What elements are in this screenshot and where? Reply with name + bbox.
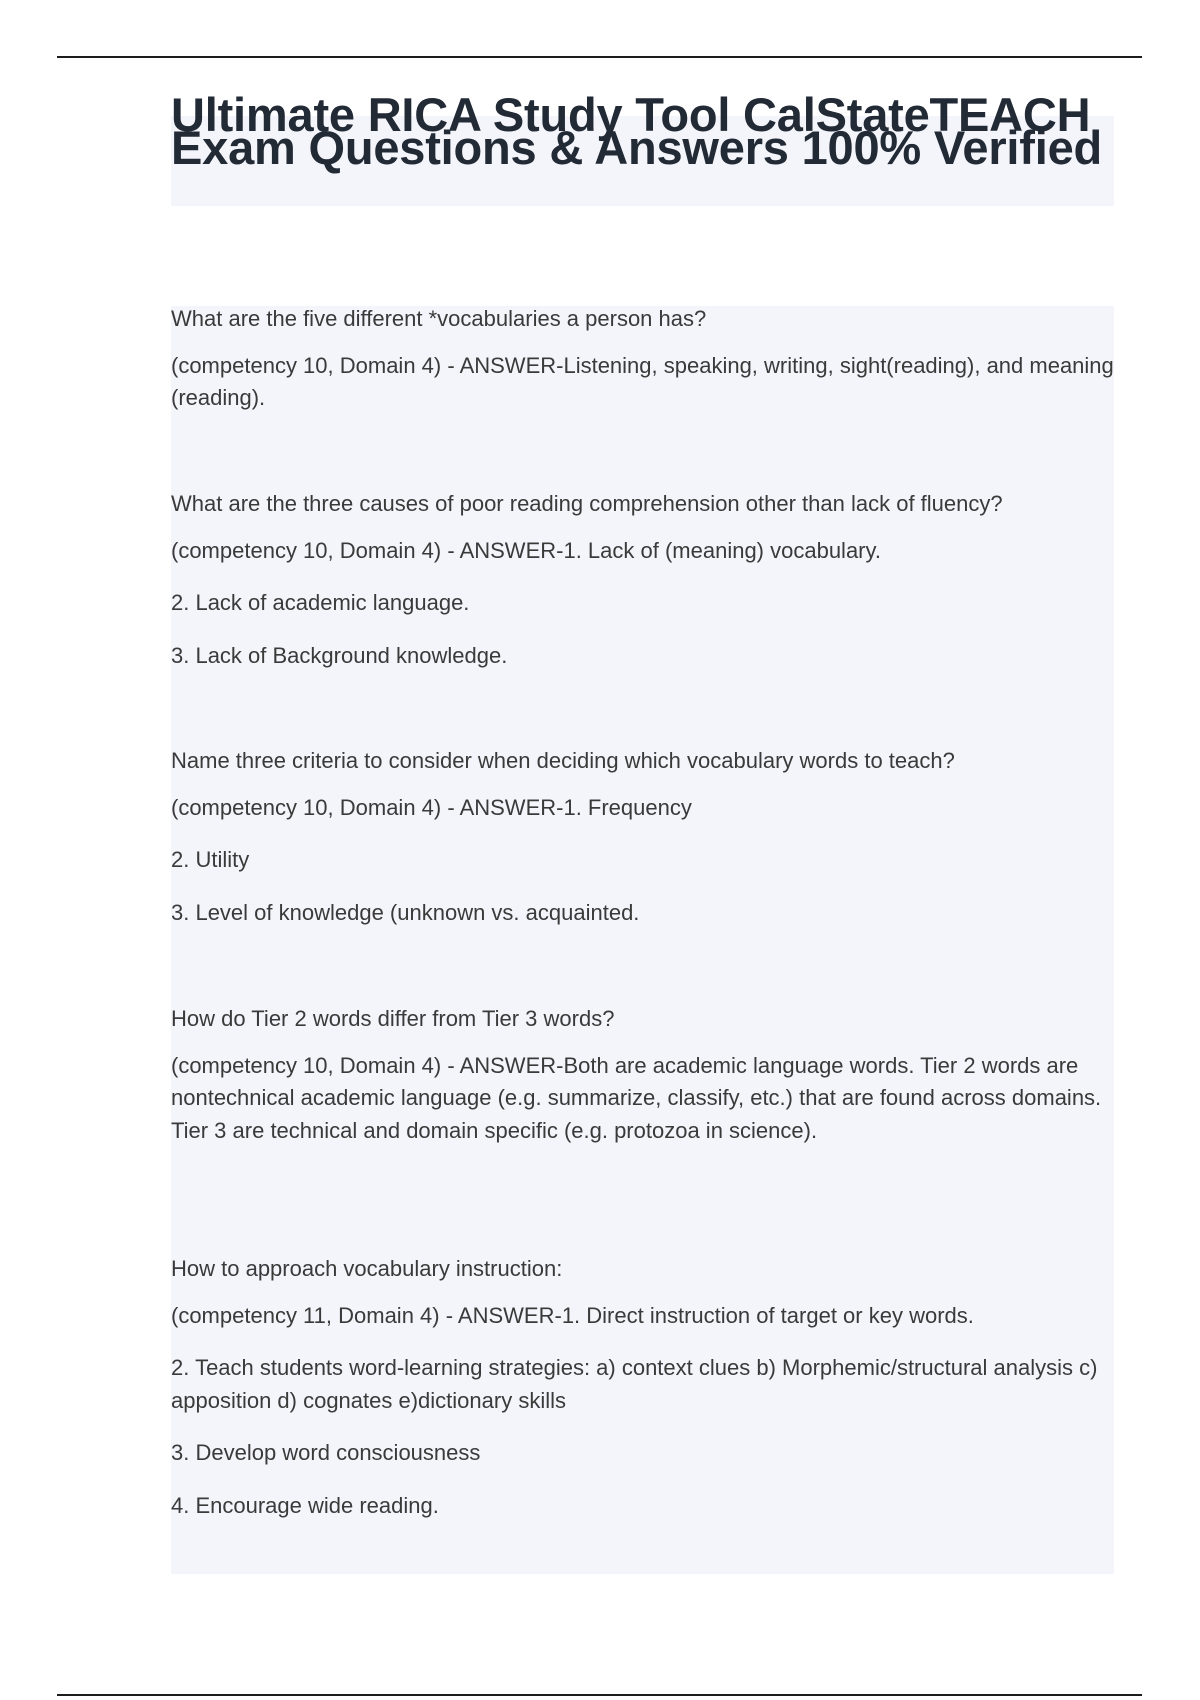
question-4: How do Tier 2 words differ from Tier 3 words? — [171, 1006, 615, 1031]
qa-item-3 — [171, 745, 1121, 929]
answer-5-line-1: (competency 11, Domain 4) - ANSWER-1. Direct instruction of target or key words. — [171, 1302, 974, 1328]
answer-3-line-1: (competency 10, Domain 4) - ANSWER-1. Frequency — [171, 794, 692, 820]
qa-item-2 — [171, 488, 1121, 672]
answer-2-line-3: 3. Lack of Background knowledge. — [171, 642, 508, 668]
answer-5-line-3: 3. Develop word consciousness — [171, 1440, 481, 1465]
qa-item-1 — [171, 303, 1121, 415]
answer-5-line-2: 2. Teach students word-learning strategies: a) context clues b) Morphemic/structural analysis c) apposition d) cognates e)dictionary skills — [171, 1355, 1098, 1413]
top-rule — [57, 56, 1142, 58]
answer-2-line-2: 2. Lack of academic language. — [171, 590, 470, 615]
document-title: Ultimate RICA Study Tool CalStateTEACH Exam Questions & Answers 100% Verified — [171, 88, 1103, 174]
question-1: What are the five different *vocabularies a person has? — [171, 306, 707, 331]
question-3: Name three criteria to consider when deciding which vocabulary words to teach? — [171, 748, 955, 773]
question-2: What are the three causes of poor reading comprehension other than lack of fluency? — [171, 491, 1003, 516]
qa-item-4 — [171, 1003, 1121, 1147]
bottom-rule — [57, 1694, 1142, 1696]
answer-5-line-4: 4. Encourage wide reading. — [171, 1492, 439, 1518]
answer-1-line-1: (competency 10, Domain 4) - ANSWER-Listening, speaking, writing, sight(reading), and meaning (reading). — [171, 352, 1114, 410]
answer-2-line-1: (competency 10, Domain 4) - ANSWER-1. Lack of (meaning) vocabulary. — [171, 537, 881, 563]
answer-3-line-3: 3. Level of knowledge (unknown vs. acquainted. — [171, 899, 640, 925]
answer-3-line-2: 2. Utility — [171, 847, 250, 872]
question-5: How to approach vocabulary instruction: — [171, 1256, 563, 1281]
answer-4-line-1: (competency 10, Domain 4) - ANSWER-Both are academic language words. Tier 2 words are nontechnical academic language (e.g. summarize, classify, etc.) that are found across domains. Tier 3 are technical and domain specific (e.g. protozoa in science). — [171, 1052, 1102, 1143]
qa-item-5 — [171, 1253, 1121, 1522]
